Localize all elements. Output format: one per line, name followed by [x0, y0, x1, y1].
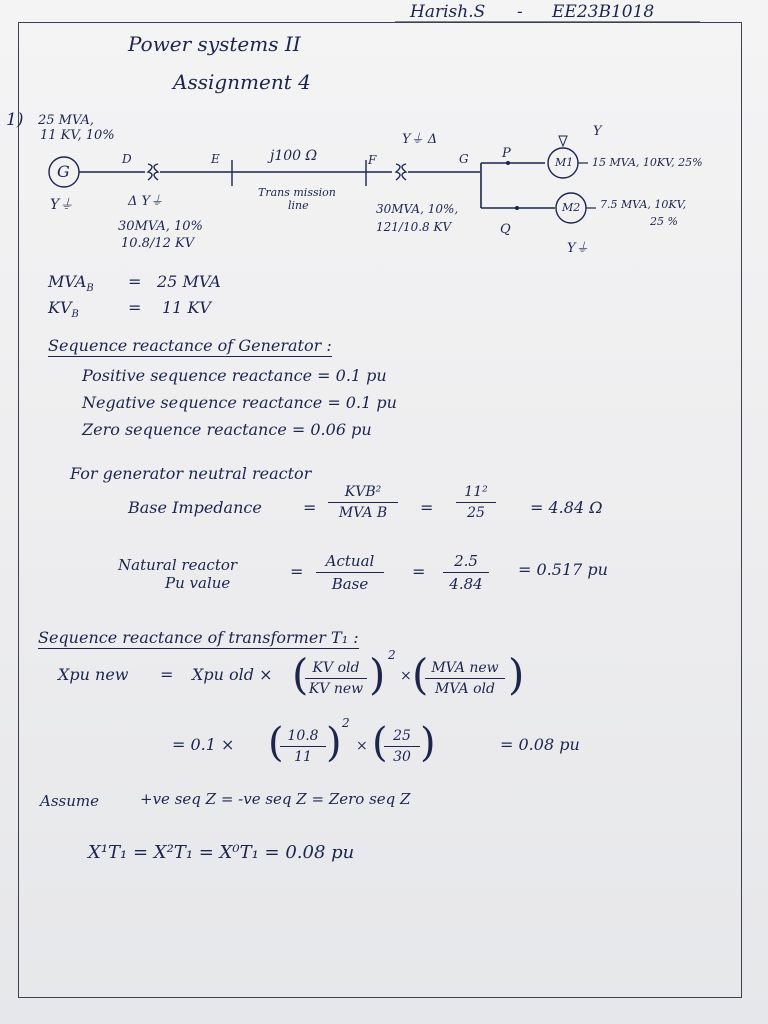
gen-kv: 11 KV, 10%	[40, 128, 115, 143]
positive-seq-reactance: Positive sequence reactance = 0.1 pu	[82, 366, 387, 385]
fraction-kv-old-new: KV old KV new	[305, 660, 367, 697]
neutral-reactor-result: = 0.517 pu	[518, 560, 608, 579]
left-paren-3: (	[268, 720, 284, 766]
m2-ground: Y⏚	[567, 241, 589, 256]
kv-base-eq: =	[128, 298, 142, 317]
author-name: Harish.S	[410, 2, 486, 22]
m1-label: M1	[555, 156, 574, 169]
bus-g: G	[459, 152, 469, 166]
right-paren-3: )	[326, 720, 342, 766]
m2-rating-1: 7.5 MVA, 10KV,	[600, 198, 687, 211]
base-impedance-eq-2: =	[420, 498, 434, 517]
calc-lead: = 0.1 ×	[172, 735, 235, 754]
t2-connection: Y⏚ Δ	[402, 132, 438, 147]
mva-base-value: 25 MVA	[157, 272, 221, 291]
left-paren-1: (	[292, 650, 309, 699]
fraction-mva-new-old: MVA new MVA old	[425, 660, 505, 697]
xpu-old-term: Xpu old ×	[192, 665, 273, 684]
mva-base-eq: =	[128, 272, 142, 291]
t2-rating: 30MVA, 10%,	[376, 202, 459, 216]
right-paren-4: )	[420, 720, 436, 766]
negative-seq-reactance: Negative sequence reactance = 0.1 pu	[82, 393, 397, 412]
zero-seq-reactance: Zero sequence reactance = 0.06 pu	[82, 420, 372, 439]
left-paren-4: (	[372, 720, 388, 766]
bus-d: D	[122, 152, 132, 166]
gen-ground: Y⏚	[50, 197, 74, 213]
fraction-2.5-4.84: $\frac{2.5}{4.84}$	[443, 552, 489, 593]
xpu-new-label: Xpu new	[58, 665, 129, 684]
m1-y-label: Y	[593, 124, 602, 139]
gen-label: G	[57, 162, 70, 181]
final-result: X¹T₁ = X²T₁ = X⁰T₁ = 0.08 pu	[88, 842, 355, 863]
question-number: 1)	[6, 110, 24, 130]
assumption-text: +ve seq Z = -ve seq Z = Zero seq Z	[140, 790, 411, 808]
calc-result: = 0.08 pu	[500, 735, 580, 754]
square-exponent-1: 2	[388, 648, 396, 662]
neutral-reactor-eq: =	[290, 562, 304, 581]
assume-label: Assume	[40, 792, 99, 810]
neutral-reactor-eq-2: =	[412, 562, 426, 581]
header-dash: -	[517, 2, 523, 22]
gen-rating: 25 MVA,	[38, 113, 95, 128]
section3-heading: Sequence reactance of transformer T₁ :	[38, 628, 359, 647]
fraction-actual-base: Actual Base	[316, 552, 384, 593]
fraction-kv-mva: KVB² MVA B	[328, 484, 398, 521]
m2-label: M2	[562, 201, 581, 214]
bus-p: P	[502, 146, 511, 161]
times-sign-2: ×	[356, 738, 368, 754]
m2-rating-2: 25 %	[650, 215, 678, 228]
course-title: Power systems II	[128, 32, 301, 56]
section1-heading: Sequence reactance of Generator :	[48, 336, 332, 355]
bus-e: E	[211, 152, 220, 166]
base-impedance-result: = 4.84 Ω	[530, 498, 603, 517]
bus-f: F	[368, 153, 377, 167]
right-paren-1: )	[369, 650, 386, 699]
mva-base-label: $MVA_B$	[48, 272, 94, 295]
xpu-new-eq: =	[160, 665, 174, 684]
right-paren-2: )	[508, 650, 525, 699]
fraction-25-30: $\frac{25}{30}$	[384, 728, 420, 765]
roll-number: EE23B1018	[552, 2, 655, 22]
bus-q: Q	[500, 222, 511, 237]
assignment-title: Assignment 4	[173, 70, 311, 94]
times-sign: ×	[400, 668, 412, 684]
square-exponent-2: 2	[342, 716, 350, 730]
neutral-reactor-label-2: Pu value	[165, 574, 231, 592]
t2-kv: 121/10.8 KV	[376, 220, 452, 234]
t1-connection: Δ Y⏚	[128, 194, 164, 209]
base-impedance-eq: =	[303, 498, 317, 517]
kv-base-label: $KV_B$	[48, 298, 79, 321]
section2-heading: For generator neutral reactor	[70, 464, 312, 483]
line-label-2: line	[288, 199, 309, 212]
kv-base-value: 11 KV	[162, 298, 211, 317]
t1-kv: 10.8/12 KV	[121, 236, 195, 251]
line-impedance: j100 Ω	[270, 148, 318, 164]
line-label-1: Trans mission	[258, 186, 336, 199]
neutral-reactor-label-1: Natural reactor	[118, 556, 238, 574]
base-impedance-label: Base Impedance	[128, 498, 262, 517]
fraction-11-25: $\frac{\text{11²}}{25}$	[456, 484, 496, 521]
fraction-10.8-11: $\frac{10.8}{11}$	[280, 728, 326, 765]
left-paren-2: (	[412, 650, 429, 699]
m1-rating: 15 MVA, 10KV, 25%	[592, 156, 703, 169]
t1-rating: 30MVA, 10%	[118, 219, 203, 234]
